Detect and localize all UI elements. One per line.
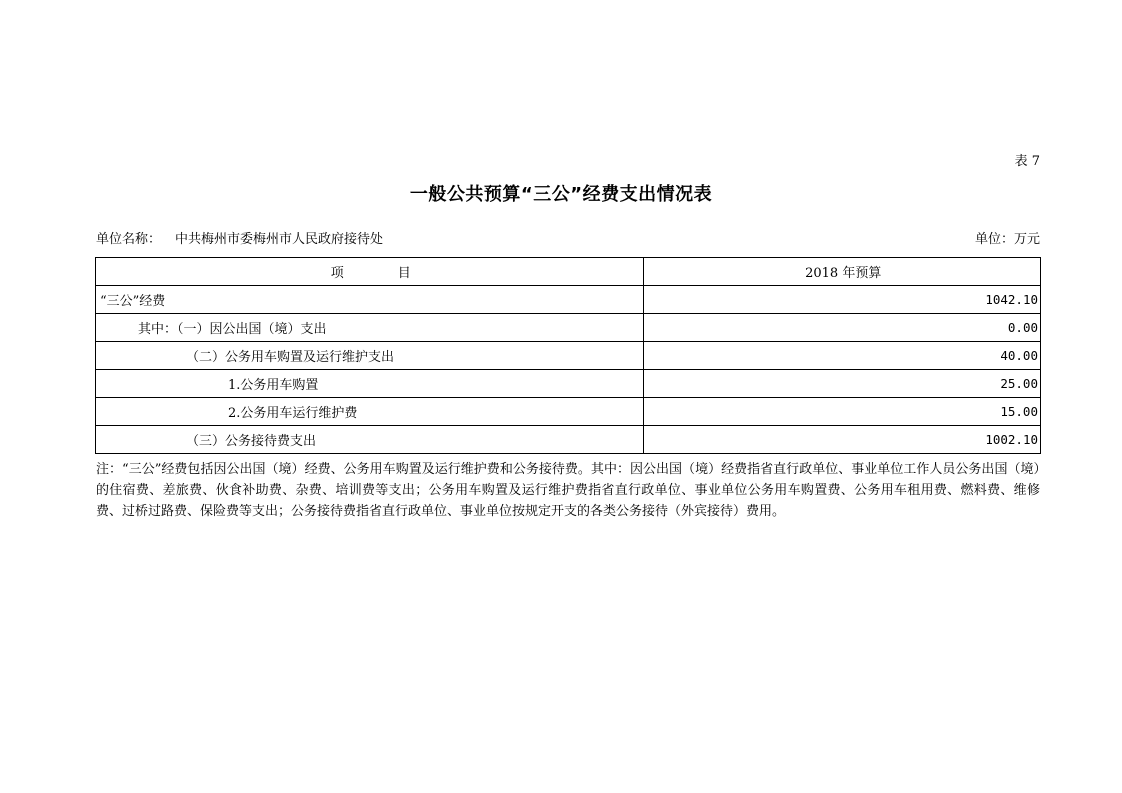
header-item-char-2: 目 — [397, 266, 411, 281]
table-row — [96, 314, 1041, 342]
table-number: 表 7 — [1014, 154, 1040, 169]
table-row — [96, 342, 1041, 370]
row-amount: 0.00 — [644, 314, 1041, 342]
unit-name: 中共梅州市委梅州市人民政府接待处 — [175, 232, 384, 247]
row-label: （三）公务接待费支出 — [96, 426, 644, 454]
footnote: 注：“三公”经费包括因公出国（境）经费、公务用车购置及运行维护费和公务接待费。其中：因公出国（境）经费指省直行政单位、事业单位工作人员公务出国（境）的住宿费、差旅费、伙食补助费、杂费、培训费等支出；公务用车购置及运行维护费指省直行政单位、事业单位公务用车购置费、公务用车租用费、燃料费、维修费、过桥过路费、保险费等支出；公务接待费指省直行政单位、事业单位按规定开支的各类公务接待（外宾接待）费用。 — [96, 462, 1040, 519]
currency-unit: 单位：万元 — [974, 232, 1040, 247]
row-amount: 25.00 — [644, 370, 1041, 398]
budget-table — [95, 257, 1041, 454]
table-row — [96, 426, 1041, 454]
row-label: 其中：（一）因公出国（境）支出 — [96, 314, 644, 342]
page-title: 一般公共预算“三公”经费支出情况表 — [409, 184, 713, 205]
unit-label: 单位名称： — [96, 232, 162, 247]
table-row — [96, 286, 1041, 314]
row-amount: 15.00 — [644, 398, 1041, 426]
table-row — [96, 370, 1041, 398]
row-amount: 1002.10 — [644, 426, 1041, 454]
table-header-row — [96, 258, 1041, 286]
row-label: （二）公务用车购置及运行维护支出 — [96, 342, 644, 370]
row-label: 2.公务用车运行维护费 — [96, 398, 644, 426]
unit-info — [96, 228, 383, 247]
row-label: “三公”经费 — [96, 286, 644, 314]
header-item — [96, 258, 644, 286]
meta-row — [96, 228, 1040, 246]
row-label: 1.公务用车购置 — [96, 370, 644, 398]
row-amount: 1042.10 — [644, 286, 1041, 314]
row-amount: 40.00 — [644, 342, 1041, 370]
header-item-char-1: 项 — [330, 266, 344, 281]
header-amount: 2018 年预算 — [644, 258, 1041, 286]
table-row — [96, 398, 1041, 426]
